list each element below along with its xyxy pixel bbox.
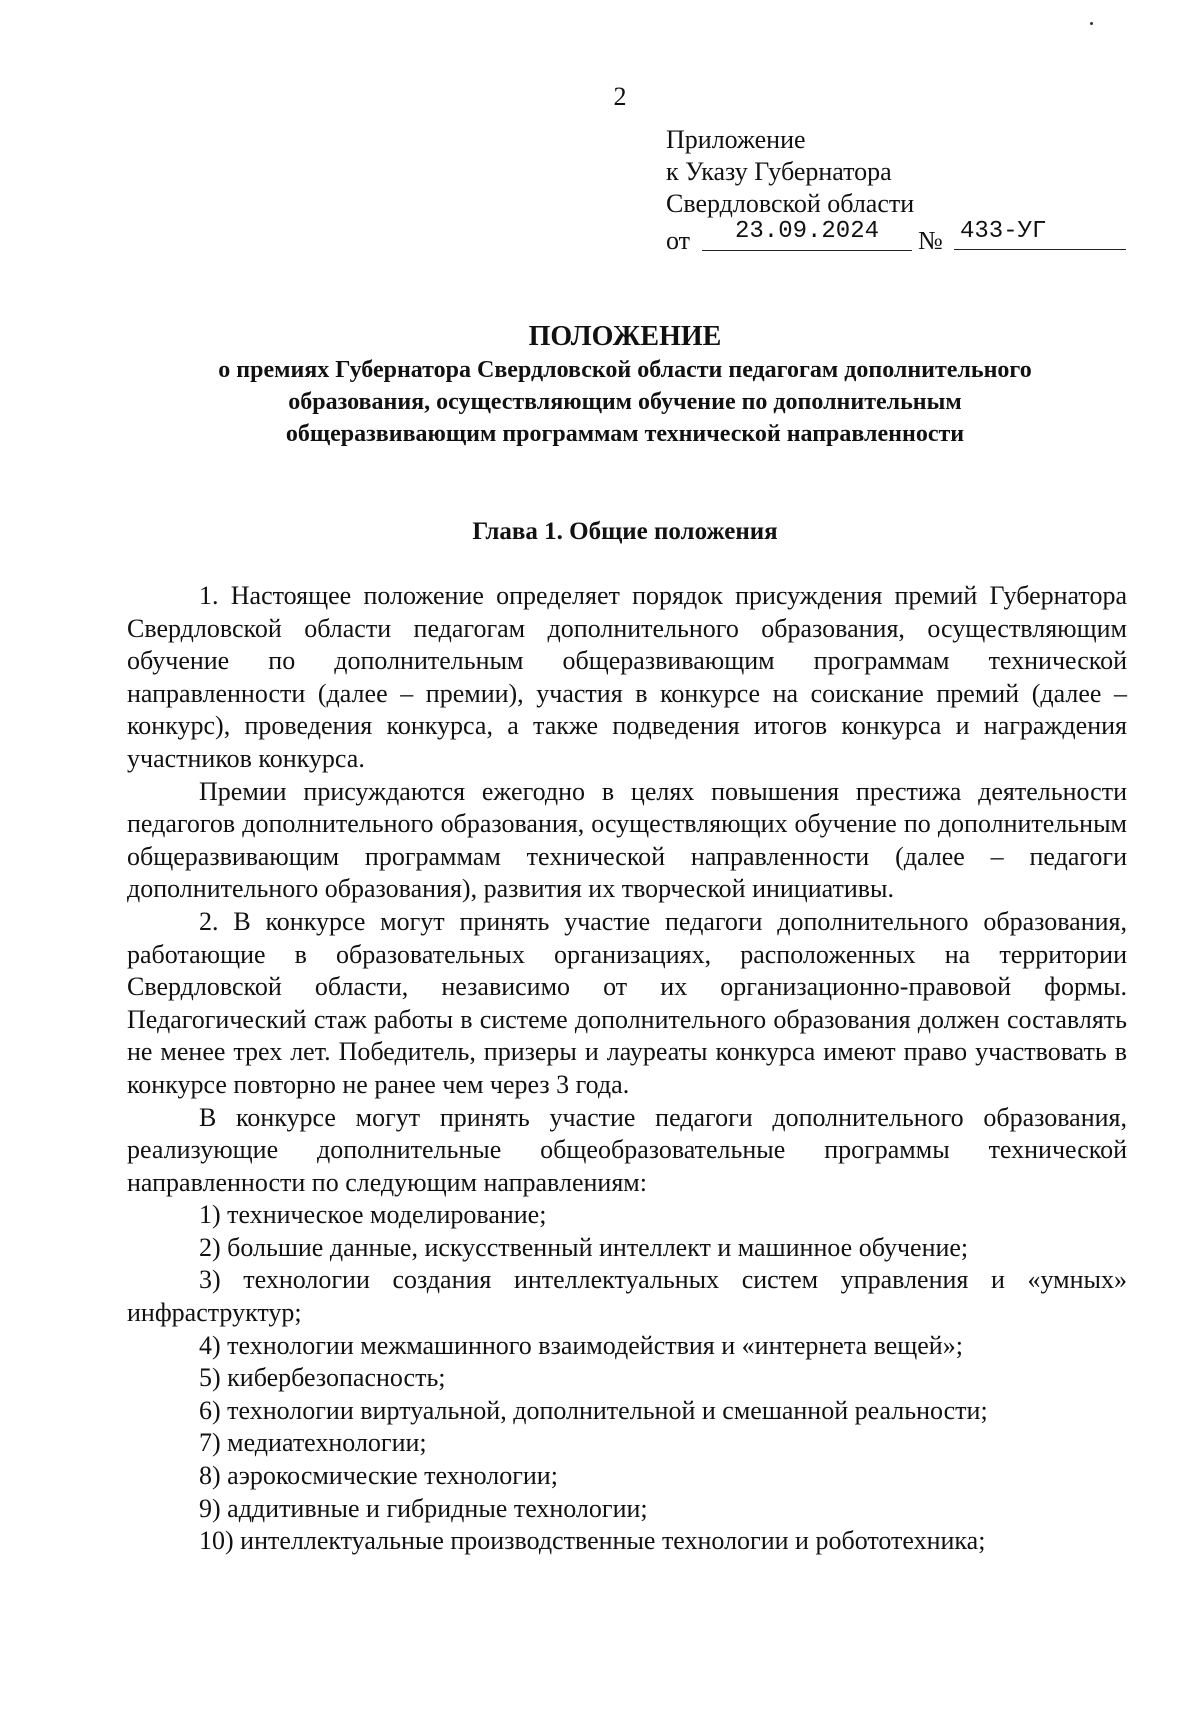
document-title: ПОЛОЖЕНИЕ (528, 321, 722, 352)
scan-speck (1090, 22, 1093, 25)
date-label: от (666, 226, 691, 255)
list-item: 9) аддитивные и гибридные технологии; (199, 1493, 648, 1523)
list-item: 7) медиатехнологии; (199, 1428, 427, 1458)
appendix-header (666, 124, 914, 220)
list-item: 4) технологии межмашинного взаимодействия и «интернета вещей»; (199, 1330, 963, 1360)
appendix-line-1: Приложение (666, 125, 806, 154)
paragraph-3: 2. В конкурсе могут принять участие педагоги дополнительного образования, работающие в образовательных организациях, расположенных на территории Свердловской области, независимо от их организационно-правовой формы. Педагогический стаж работы в системе дополнительного образования должен составлять не менее трех лет. Победитель, призеры и лауреаты конкурса имеют право участвовать в конкурсе повторно не ранее чем через 3 года. (127, 906, 1127, 1099)
list-item: 8) аэрокосмические технологии; (199, 1461, 558, 1491)
registration-line (666, 218, 1126, 258)
paragraph-2: Премии присуждаются ежегодно в целях повышения престижа деятельности педагогов дополнительного образования, осуществляющих обучение по дополнительным общеразвивающим программам технической направленности (далее – педагоги дополнительного образования), развития их творческой инициативы. (127, 776, 1127, 904)
list-item: 5) кибербезопасность; (199, 1363, 446, 1393)
list-item: 3) технологии создания интеллектуальных систем управления и «умных» инфраструктур; (127, 1265, 1127, 1328)
document-title-block (120, 320, 1130, 450)
list-item: 6) технологии виртуальной, дополнительной и смешанной реальности; (199, 1395, 988, 1425)
appendix-line-3: Свердловской области (666, 189, 915, 218)
chapter-heading: Глава 1. Общие положения (472, 518, 778, 545)
paragraph-4: В конкурсе могут принять участие педагоги дополнительного образования, реализующие дополнительные общеобразовательные программы технической направленности по следующим направлениям: (127, 1102, 1127, 1197)
document-subtitle-line-3: общеразвивающим программам технической направленности (285, 421, 965, 447)
list-item: 10) интеллектуальные производственные технологии и робототехника; (199, 1526, 986, 1556)
appendix-line-2: к Указу Губернатора (666, 157, 892, 186)
number-label: № (918, 226, 943, 255)
paragraph-1: 1. Настоящее положение определяет порядок присуждения премий Губернатора Свердловской области педагогам дополнительного образования, осуществляющим обучение по дополнительным общеразвивающим программам технической направленности (далее – премии), участия в конкурсе на соискание премий (далее – конкурс), проведения конкурса, а также подведения итогов конкурса и награждения участников конкурса. (127, 581, 1127, 773)
page-number: 2 (613, 82, 627, 111)
document-body (127, 580, 1127, 1558)
document-subtitle-line-2: образования, осуществляющим обучение по дополнительным (288, 389, 962, 415)
list-item: 2) большие данные, искусственный интеллект и машинное обучение; (199, 1232, 969, 1262)
list-item: 1) техническое моделирование; (199, 1200, 547, 1230)
decree-date: 23.09.2024 (702, 218, 912, 251)
document-subtitle-line-1: о премиях Губернатора Свердловской области педагогам дополнительного (218, 357, 1032, 383)
decree-number: 433-УГ (954, 218, 1126, 250)
